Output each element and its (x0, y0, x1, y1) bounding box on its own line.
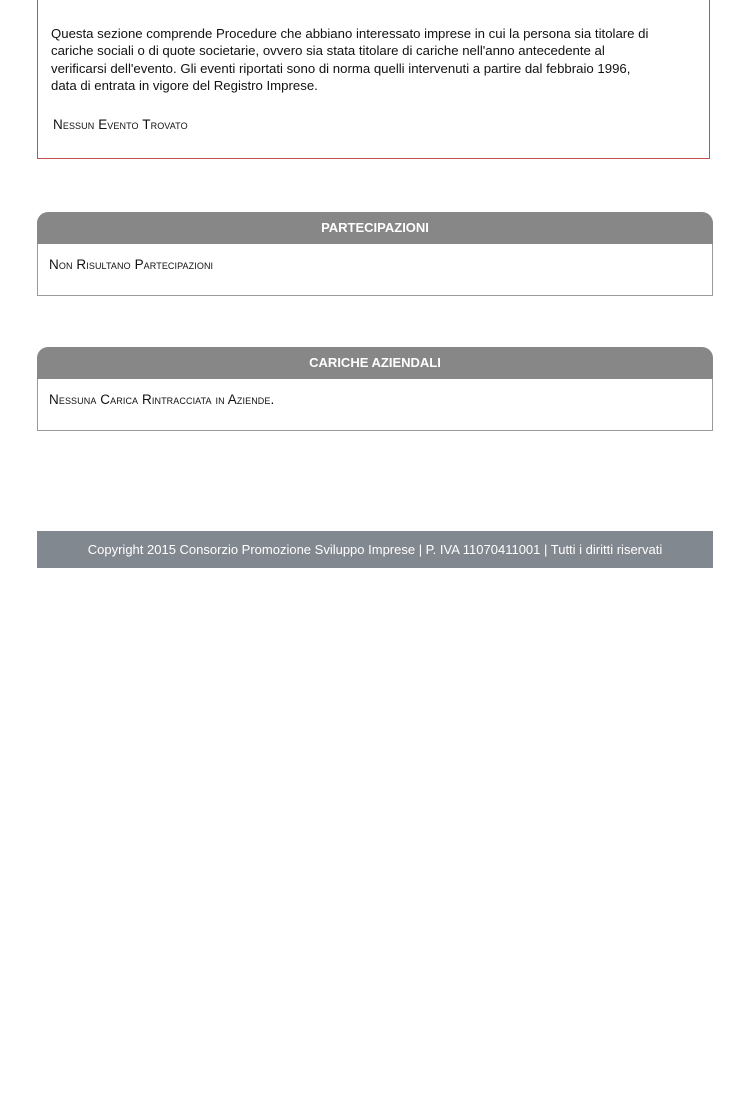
partecipazioni-header: PARTECIPAZIONI (37, 212, 713, 244)
procedure-section (37, 0, 710, 159)
partecipazioni-message: Non Risultano Partecipazioni (37, 244, 713, 296)
no-event-message: Nessun Evento Trovato (53, 117, 188, 132)
cariche-aziendali-message: Nessuna Carica Rintracciata in Aziende. (37, 379, 713, 431)
partecipazioni-section (37, 212, 713, 296)
footer-copyright: Copyright 2015 Consorzio Promozione Sviluppo Imprese | P. IVA 11070411001 | Tutti i diritti riservati (37, 531, 713, 568)
procedure-description: Questa sezione comprende Procedure che abbiano interessato imprese in cui la persona sia titolare di cariche sociali o di quote societarie, ovvero sia stata titolare di cariche nell'anno antecedente al verificarsi dell'evento. Gli eventi riportati sono di norma quelli intervenuti a partire dal febbraio 1996, data di entrata in vigore del Registro Imprese. (51, 26, 649, 93)
cariche-aziendali-header: CARICHE AZIENDALI (37, 347, 713, 379)
cariche-aziendali-section (37, 347, 713, 431)
